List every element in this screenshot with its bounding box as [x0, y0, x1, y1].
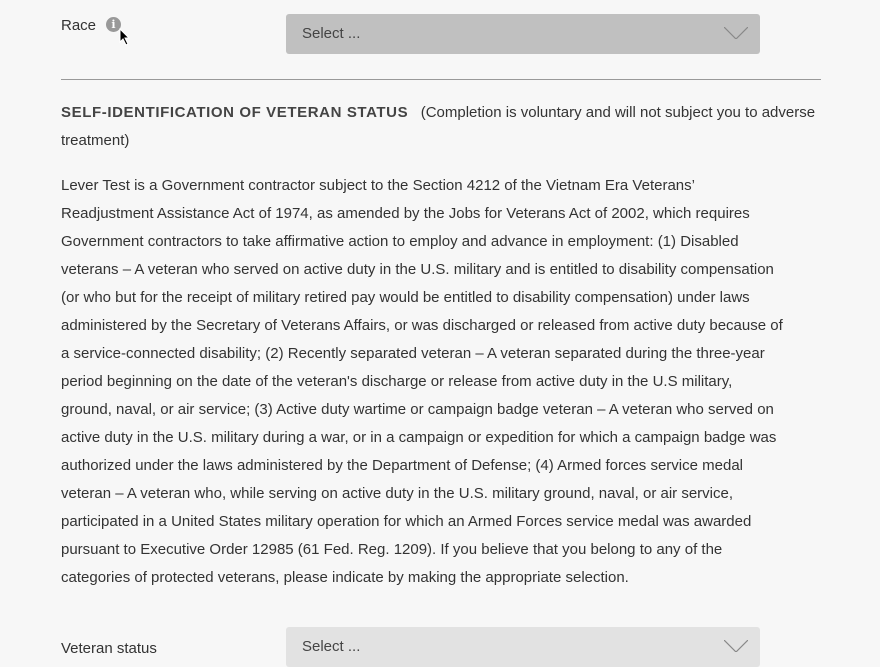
- info-icon[interactable]: i: [106, 17, 121, 32]
- paragraph-line: categories of protected veterans, please indicate by making the appropriate selection.: [61, 569, 629, 586]
- paragraph-line: (or who but for the receipt of military retired pay would be entitled to disability compensation) under laws: [61, 289, 750, 306]
- paragraph-line: ground, naval, or air service; (3) Active duty wartime or campaign badge veteran – A veteran who served on: [61, 401, 774, 418]
- veteran-select-value: Select ...: [302, 638, 361, 655]
- paragraph-line: administered by the Secretary of Veterans Affairs, or was discharged or released from active duty because of: [61, 317, 783, 334]
- race-select[interactable]: [286, 14, 760, 54]
- paragraph-line: Government contractors to take affirmative action to employ and advance in employment: (1) Disabled: [61, 233, 739, 250]
- paragraph-line: Lever Test is a Government contractor subject to the Section 4212 of the Vietnam Era Veterans’: [61, 177, 695, 194]
- race-select-value: Select ...: [302, 25, 361, 42]
- chevron-down-icon: [724, 27, 748, 39]
- section-heading: [61, 99, 821, 155]
- paragraph-line: Readjustment Assistance Act of 1974, as amended by the Jobs for Veterans Act of 2002, which requires: [61, 205, 750, 222]
- paragraph-line: participated in a United States military operation for which an Armed Forces service medal was awarded: [61, 513, 752, 530]
- section-note: (Completion is voluntary and will not subject you to adverse treatment): [61, 104, 816, 149]
- paragraph-line: veterans – A veteran who served on active duty in the U.S. military and is entitled to disability compensation: [61, 261, 774, 278]
- paragraph-line: active duty in the U.S. military during a war, or in a campaign or expedition for which a campaign badge was: [61, 429, 777, 446]
- race-label: Race: [61, 17, 97, 34]
- section-divider: [61, 79, 821, 80]
- section-title: SELF-IDENTIFICATION OF VETERAN STATUS: [61, 104, 409, 121]
- veteran-status-label: Veteran status: [61, 640, 157, 657]
- paragraph-line: veteran – A veteran who, while serving on active duty in the U.S. military ground, naval, or air service,: [61, 485, 733, 502]
- paragraph-line: a service-connected disability; (2) Recently separated veteran – A veteran separated during the three-year: [61, 345, 765, 362]
- paragraph-line: authorized under the laws administered by the Department of Defense; (4) Armed forces service medal: [61, 457, 744, 474]
- veteran-status-select[interactable]: [286, 627, 760, 667]
- chevron-down-icon: [724, 640, 748, 652]
- paragraph-line: pursuant to Executive Order 12985 (61 Fed. Reg. 1209). If you believe that you belong to any of the: [61, 541, 723, 558]
- paragraph-line: period beginning on the date of the veteran's discharge or release from active duty in the U.S military,: [61, 373, 733, 390]
- mouse-cursor-icon: [119, 28, 131, 46]
- veteran-paragraph: [61, 172, 783, 592]
